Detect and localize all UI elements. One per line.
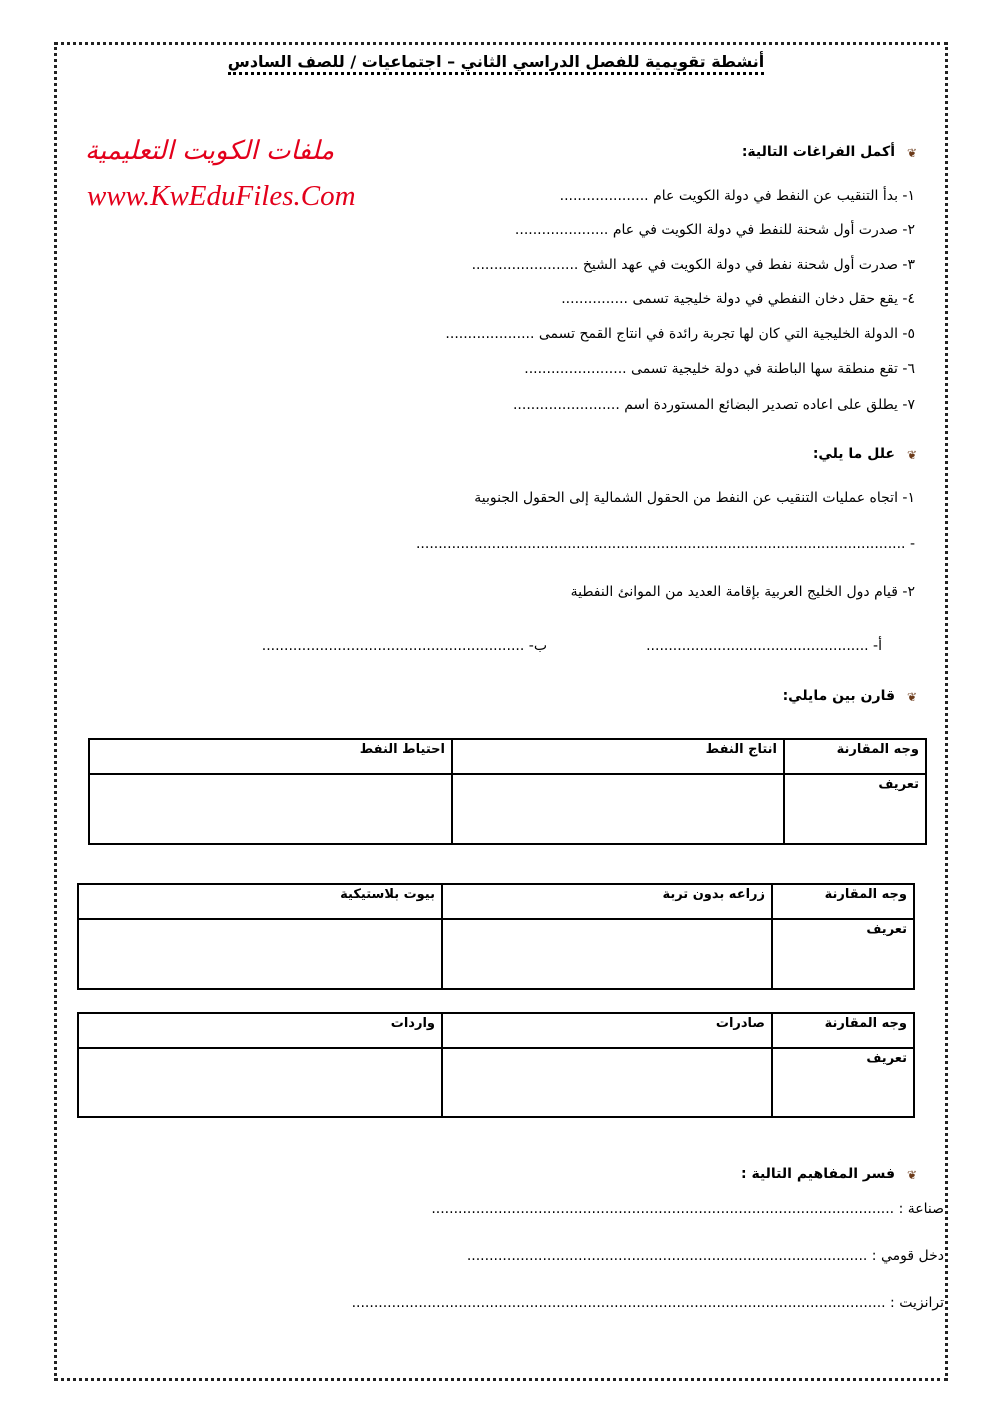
page-title: أنشطة تقويمية للفصل الدراسي الثاني – اجتماعيات / للصف السادس [0,52,992,71]
answer-line: - .............................................................................................................. [415,536,915,552]
answer-cell[interactable] [78,1048,442,1117]
watermark-arabic: ملفات الكويت التعليمية [85,136,335,166]
table-header: وجه المقارنة [772,1013,914,1048]
list-item: ٥- الدولة الخليجية التي كان لها تجربة رائدة في انتاج القمح تسمى .................... [445,326,915,342]
table-header: وجه المقارنة [772,884,914,919]
row-label: تعريف [772,919,914,989]
answer-cell[interactable] [78,919,442,989]
table-header: زراعه بدون تربة [442,884,772,919]
answer-line: ب- ........................................................... [261,638,547,654]
list-item: ١- بدأ التنقيب عن النفط في دولة الكويت عام .................... [559,188,915,204]
comparison-table [77,883,915,990]
concept-line: دخل قومي : .......................................................................................... [466,1248,944,1264]
list-item: ٤- يقع حقل دخان النفطي في دولة خليجية تسمى ............... [561,291,915,307]
answer-cell[interactable] [442,1048,772,1117]
row-label: تعريف [784,774,926,844]
leaf-bullet-icon: ❦ [906,146,917,160]
section-explain-heading: ❦علل ما يلي: [812,446,917,462]
table-header: وجه المقارنة [784,739,926,774]
list-item: ٣- صدرت أول شحنة نفط في دولة الكويت في عهد الشيخ ........................ [471,257,915,273]
answer-cell[interactable] [452,774,784,844]
answer-cell[interactable] [442,919,772,989]
table-header: بيوت بلاستيكية [78,884,442,919]
table-header: انتاج النفط [452,739,784,774]
list-item: ٧- يطلق على اعاده تصدير البضائع المستوردة اسم ........................ [512,397,915,413]
leaf-bullet-icon: ❦ [906,690,917,704]
comparison-table [77,1012,915,1118]
answer-line: أ- .................................................. [646,638,882,654]
answer-cell[interactable] [89,774,452,844]
list-item: ٦- تقع منطقة سها الباطنة في دولة خليجية تسمى ....................... [524,361,915,377]
watermark-url: www.KwEduFiles.Com [87,180,356,212]
leaf-bullet-icon: ❦ [906,448,917,462]
row-label: تعريف [772,1048,914,1117]
concept-line: صناعة : ........................................................................................................ [431,1201,944,1217]
section-concepts-heading: ❦فسر المفاهيم التالية : [740,1166,917,1182]
table-header: احتياط النفط [89,739,452,774]
table-header: واردات [78,1013,442,1048]
table-header: صادرات [442,1013,772,1048]
leaf-bullet-icon: ❦ [906,1168,917,1182]
question: ٢- قيام دول الخليج العربية بإقامة العديد من الموانئ النفطية [570,584,915,600]
comparison-table [88,738,927,845]
question: ١- اتجاه عمليات التنقيب عن النفط من الحقول الشمالية إلى الحقول الجنوبية [474,490,915,506]
section-fill-blanks-heading: ❦أكمل الفراغات التالية: [741,144,917,160]
list-item: ٢- صدرت أول شحنة للنفط في دولة الكويت في عام ..................... [514,222,915,238]
section-compare-heading: ❦قارن بين مايلي: [782,688,917,704]
concept-line: ترانزيت : ........................................................................................................................ [351,1295,944,1311]
